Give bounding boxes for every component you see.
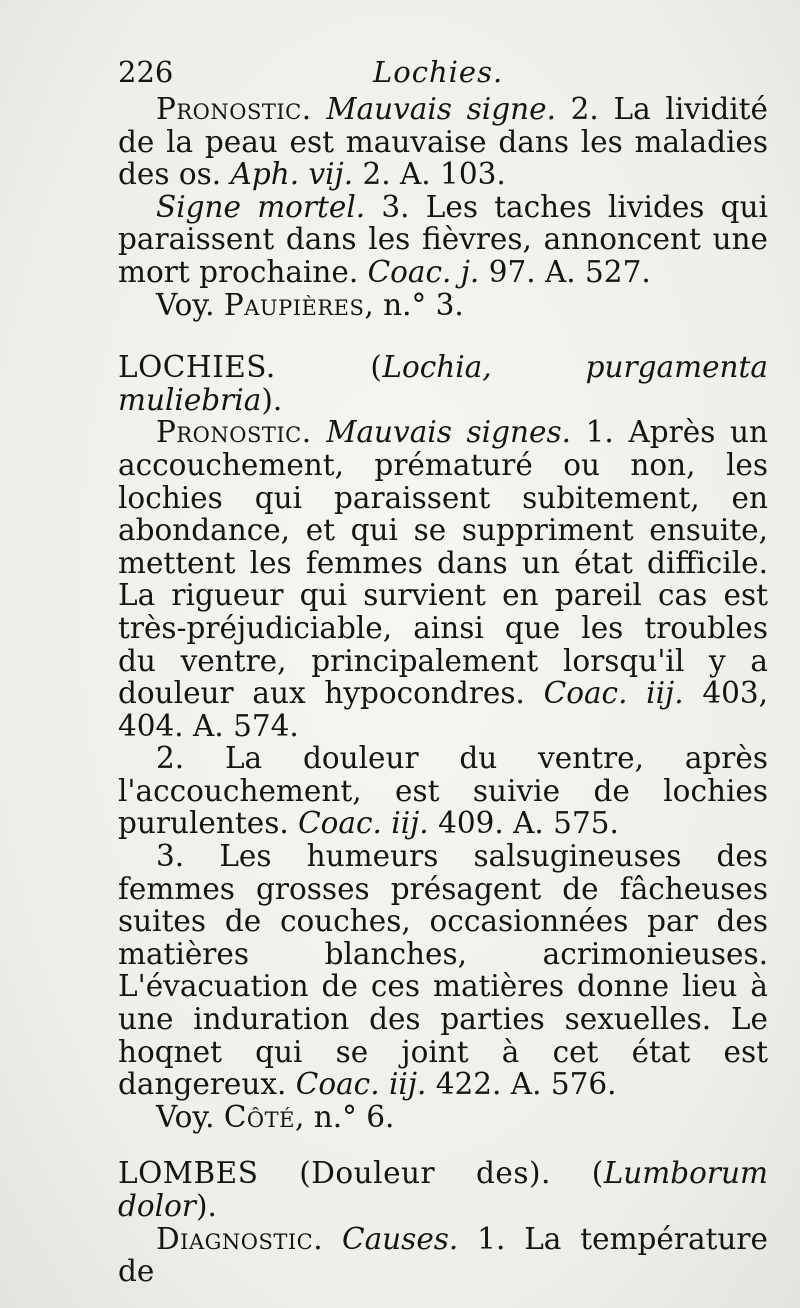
text-run: Côté [223,1099,295,1134]
page-number: 226 [118,55,174,89]
text-run: LOCHIES. ( [118,350,383,385]
text-run: 409. A. 575. [428,806,619,841]
text-run: 1. Après un accouchement, prématuré ou non, les lochies qui paraissent subitement, en abondance, et qui se suppriment ensuite, mettent les femmes dans un état difficile. La rigueur qui survient en pareil cas est très-préjudiciable, ainsi que les troubles du ventre, principalement lorsqu'il y a douleur aux hypocondres. [118,415,768,711]
text-run: Aph. vij. [230,157,354,192]
page-body [118,93,768,1288]
paragraph-spacer [118,1133,768,1157]
text-run: Pronostic. [156,92,312,126]
text-run: Voy. [156,1099,224,1134]
text-run: Coac. iij. [295,1067,427,1102]
text-run: 422. A. 576. [426,1067,617,1102]
text-run: 97. A. 527. [479,254,651,289]
text-run: Mauvais signe. [326,92,556,126]
text-run: Coac. j. [367,254,480,289]
paragraph [118,742,768,840]
text-run: 1. La température de [118,1221,768,1289]
text-run: 403, 404. A. 574. [118,676,768,743]
running-title: Lochies. [373,55,504,89]
entry-heading [118,1157,768,1222]
paragraph [118,840,768,1101]
text-run: LOMBES (Douleur des). ( [118,1156,604,1191]
paragraph [118,416,768,742]
text-run: Mauvais signes. [326,415,571,450]
text-run: ). [261,382,283,417]
paragraph [118,1101,768,1134]
paragraph [118,93,768,191]
text-run: Lumborum dolor [118,1156,768,1223]
text-run: Coac. iij. [543,676,684,711]
text-run: Signe mortel. [156,189,366,224]
text-run: ). [195,1189,217,1223]
text-run: 3. Les humeurs salsugineuses des femmes grosses présagent de fâcheuses suites de couches, occasionnées par des matières blanches, acrimonieuses. L'évacuation de ces matières donne lieu à une induration des parties sexuelles. Le hoqnet qui se joint à cet état est dangereux. [118,839,768,1102]
paragraph [118,289,768,322]
text-run: 2. La lividité de la peau est mauvaise dans les maladies des os. [118,92,768,192]
entry-heading [118,351,768,416]
paragraph-spacer [118,321,768,351]
paragraph [118,1223,768,1288]
text-run: Coac. iij. [298,806,429,841]
text-run: 3. Les taches livides qui paraissent dans les fièvres, annoncent une mort prochaine. [118,189,768,289]
text-run [312,415,327,449]
text-run: Lochia, purgamenta muliebria [118,350,769,417]
text-run: 2. La douleur du ventre, après l'accouchement, est suivie de lochies purulentes. [118,741,768,841]
text-run [312,92,327,126]
text-run: 2. A. 103. [353,157,506,192]
text-run [323,1222,342,1256]
text-run: Pronostic. [156,415,312,450]
text-run: Diagnostic. [156,1221,324,1256]
text-run: Voy. [156,287,224,322]
text-run: , n.° 3. [364,287,464,322]
text-run: Causes. [342,1221,459,1256]
text-run: Paupières [223,287,365,322]
text-run: , n.° 6. [294,1099,395,1134]
paragraph [118,191,768,289]
